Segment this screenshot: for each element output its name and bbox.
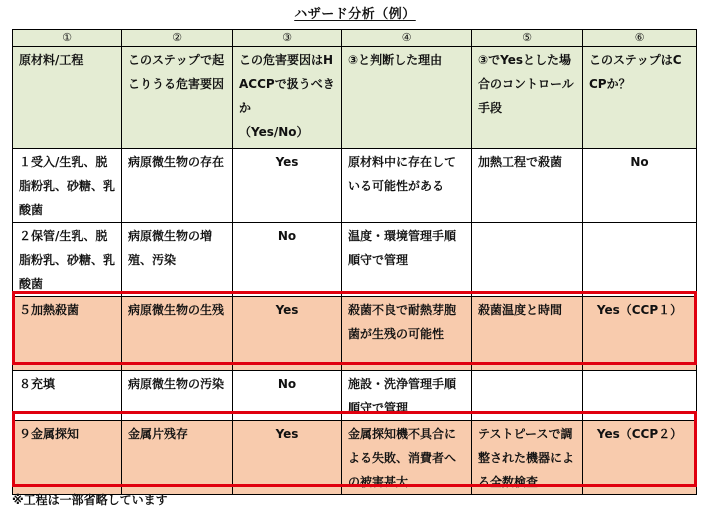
cell-hazard: 病原微生物の汚染 [122,371,233,421]
column-number: ⑥ [583,30,697,47]
page-title: ハザード分析（例） [294,7,416,22]
column-header-text: この危害要因はHACCPで扱うべきか [239,53,335,115]
column-number: ② [122,30,233,47]
column-number: ① [13,30,122,47]
column-number-row [13,30,697,47]
cell-control: テストピースで調整された機器による全数検査 [472,421,583,495]
cell-step: ８充填 [13,371,122,421]
column-header: このステップで起こりうる危害要因 [122,47,233,149]
cell-reason: 温度・環境管理手順順守で管理 [342,223,472,297]
column-header: 原材料/工程 [13,47,122,149]
cell-control: 加熱工程で殺菌 [472,149,583,223]
table-row-ccp [13,297,697,371]
cell-ccp [583,223,697,297]
cell-ccp: Yes（CCP１） [583,297,697,371]
cell-step: ２保管/生乳、脱脂粉乳、砂糖、乳酸菌 [13,223,122,297]
cell-control: 殺菌温度と時間 [472,297,583,371]
column-number: ③ [233,30,342,47]
column-header-row [13,47,697,149]
cell-reason: 殺菌不良で耐熱芽胞菌が生残の可能性 [342,297,472,371]
column-header: このステップはCCPか？ [583,47,697,149]
column-number: ④ [342,30,472,47]
cell-ccp [583,371,697,421]
cell-reason: 原材料中に存在している可能性がある [342,149,472,223]
cell-step: ９金属探知 [13,421,122,495]
cell-reason: 金属探知機不具合による失敗、消費者への被害甚大 [342,421,472,495]
column-header: ③でYesとした場合のコントロール手段 [472,47,583,149]
cell-hazard: 金属片残存 [122,421,233,495]
cell-hazard: 病原微生物の増殖、汚染 [122,223,233,297]
footnote: ※工程は一部省略しています [12,493,168,507]
column-header: ③と判断した理由 [342,47,472,149]
table-row [13,149,697,223]
cell-hazard: 病原微生物の存在 [122,149,233,223]
cell-handle: Yes [233,149,342,223]
cell-hazard: 病原微生物の生残 [122,297,233,371]
table-row-ccp [13,421,697,495]
column-number: ⑤ [472,30,583,47]
cell-step: ５加熱殺菌 [13,297,122,371]
cell-ccp: Yes（CCP２） [583,421,697,495]
cell-ccp: No [583,149,697,223]
cell-control [472,371,583,421]
column-header-sub: （Yes/No） [239,125,309,139]
cell-step: １受入/生乳、脱脂粉乳、砂糖、乳酸菌 [13,149,122,223]
table-row [13,371,697,421]
cell-handle: No [233,371,342,421]
cell-handle: Yes [233,421,342,495]
cell-handle: No [233,223,342,297]
cell-reason: 施設・洗浄管理手順順守で管理 [342,371,472,421]
cell-control [472,223,583,297]
table-row [13,223,697,297]
hazard-analysis-table [12,29,697,495]
cell-handle: Yes [233,297,342,371]
column-header [233,47,342,149]
